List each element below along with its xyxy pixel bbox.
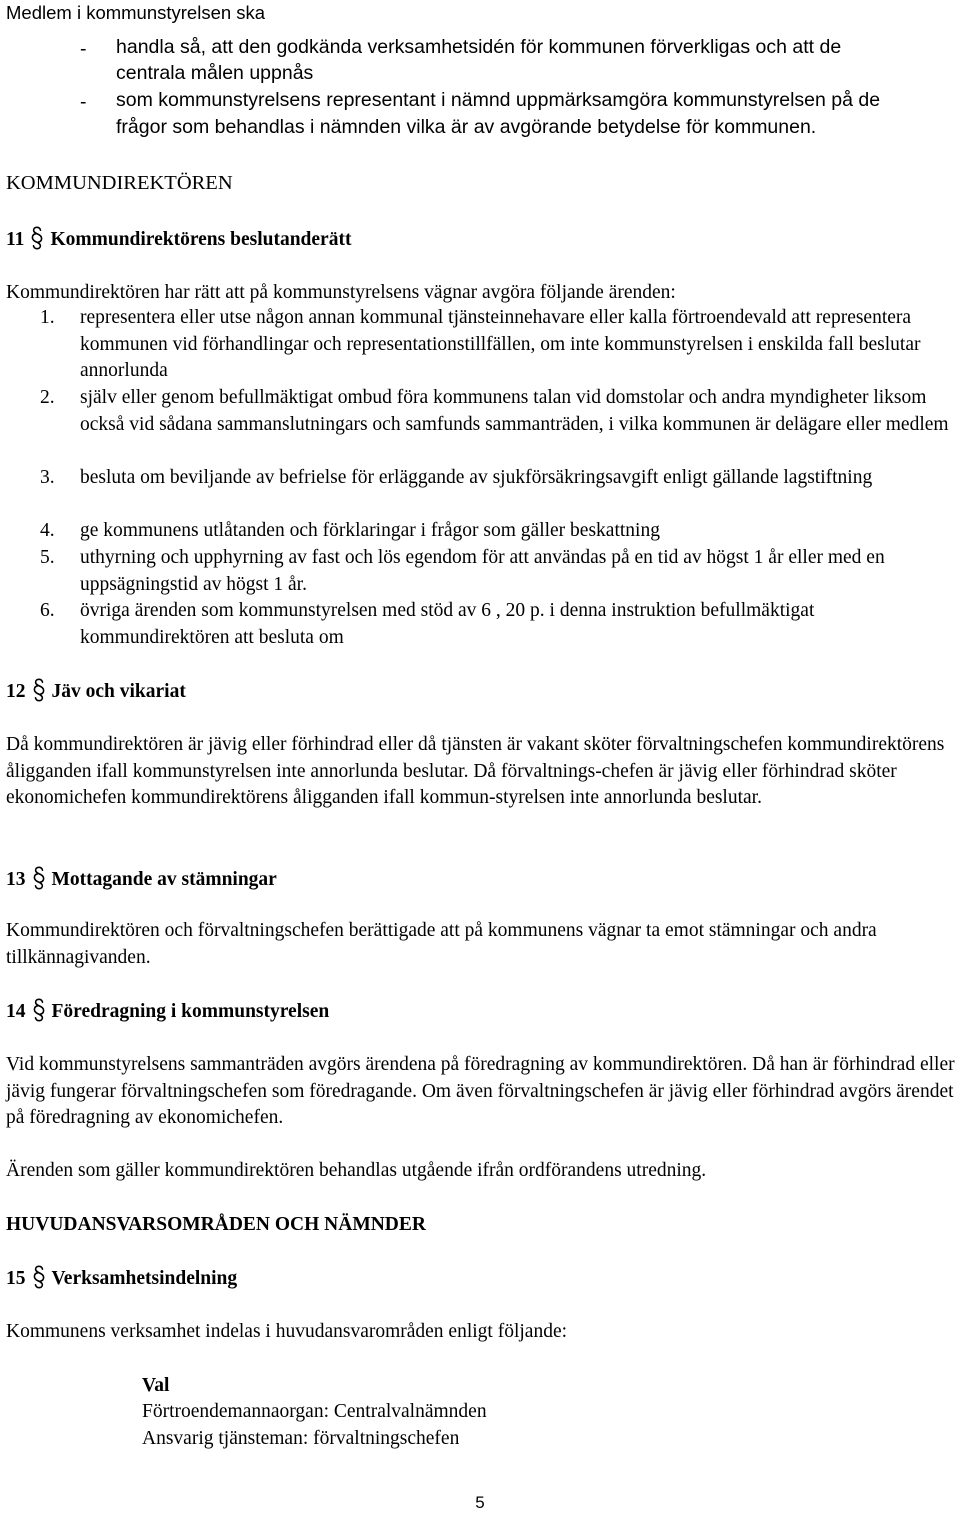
list-item-text: själv eller genom befullmäktigat ombud föra kommunens talan vid domstolar och andra myndigheter liksom också vid sådana sammanslutningars och samfunds sammanträden, i vilka kommunen är delägare eller medlem — [80, 387, 949, 435]
list-item-text: uthyrning och upphyrning av fast och lös egendom för att användas på en tid av högst 1 år eller med en uppsägningstid av högst 1 år. — [80, 547, 885, 595]
list-item-text: ge kommunens utlåtanden och förklaringar i frågor som gäller beskattning — [80, 520, 660, 541]
list-number: 1. — [40, 307, 55, 328]
section-title: Föredragning i kommunstyrelsen — [51, 1001, 330, 1022]
list-item-text: representera eller utse någon annan kommunal tjänsteinnehavare eller kalla förtroendevald att representera kommunen vid förhandlingar och representationstillfällen, om inte kommunstyrelsen i enskilda fall beslutar annorlunda — [80, 307, 921, 381]
section-15-heading — [6, 1265, 237, 1292]
list-item-text: övriga ärenden som kommunstyrelsen med stöd av 6 , 20 p. i denna instruktion befullmäktigat kommundirektören att besluta om — [80, 600, 815, 648]
list-number: 5. — [40, 547, 55, 568]
section-heading-huvudansvarsomraden: HUVUDANSVARSOMRÅDEN OCH NÄMNDER — [6, 1214, 426, 1235]
section-title: Jäv och vikariat — [51, 681, 186, 702]
val-title: Val — [142, 1375, 170, 1396]
section-number: 11 — [6, 229, 25, 250]
section-14-text-2: Ärenden som gäller kommundirektören behandlas utgående ifrån ordförandens utredning. — [6, 1160, 707, 1181]
val-organ: Förtroendemannaorgan: Centralvalnämnden — [142, 1401, 487, 1422]
section-number: 13 — [6, 869, 26, 890]
section-15-intro: Kommunens verksamhet indelas i huvudansvarområden enligt följande: — [6, 1321, 568, 1342]
intro-item-line: frågor som behandlas i nämnden vilka är av avgörande betydelse för kommunen. — [116, 116, 817, 138]
section-11-intro: Kommundirektören har rätt att på kommunstyrelsens vägnar avgöra följande ärenden: — [6, 282, 676, 303]
bullet-dash: - — [80, 38, 87, 60]
section-heading-kommundirektoren: KOMMUNDIREKTÖREN — [6, 172, 233, 194]
section-sign-icon — [32, 678, 46, 702]
section-sign-icon — [32, 866, 46, 890]
section-14-heading — [6, 998, 329, 1025]
bullet-dash: - — [80, 91, 87, 113]
section-14-text: Vid kommunstyrelsens sammanträden avgörs ärendena på föredragning av kommundirektören. Då han är förhindrad eller jävig fungerar förvaltningschefen som föredragande. Om även förvaltningschefen är jävig eller förhindrad avgörs ärendet på föredragning av ekonomichefen. — [6, 1054, 955, 1128]
section-title: Verksamhetsindelning — [51, 1268, 238, 1289]
section-number: 14 — [6, 1001, 26, 1022]
list-number: 3. — [40, 467, 55, 488]
section-sign-icon — [30, 226, 44, 250]
section-title: Kommundirektörens beslutanderätt — [50, 229, 352, 250]
val-ansvarig: Ansvarig tjänsteman: förvaltningschefen — [142, 1428, 460, 1449]
intro-item-line: som kommunstyrelsens representant i nämnd uppmärksamgöra kommunstyrelsen på de — [116, 89, 881, 111]
section-sign-icon — [32, 1265, 46, 1289]
list-number: 6. — [40, 600, 55, 621]
page-number: 5 — [475, 1493, 485, 1512]
intro-item-line: handla så, att den godkända verksamhetsidén för kommunen förverkligas och att de — [116, 36, 842, 58]
list-number: 2. — [40, 387, 55, 408]
section-12-heading — [6, 678, 186, 705]
section-13-heading — [6, 866, 277, 893]
section-13-text: Kommundirektören och förvaltningschefen berättigade att på kommunens vägnar ta emot stämningar och andra tillkännagivanden. — [6, 920, 877, 968]
intro-item-line: centrala målen uppnås — [116, 62, 314, 84]
section-number: 15 — [6, 1268, 26, 1289]
section-number: 12 — [6, 681, 26, 702]
section-title: Mottagande av stämningar — [51, 869, 277, 890]
list-item-text: besluta om beviljande av befrielse för erläggande av sjukförsäkringsavgift enligt gällande lagstiftning — [80, 467, 873, 488]
list-number: 4. — [40, 520, 55, 541]
intro-heading: Medlem i kommunstyrelsen ska — [6, 2, 266, 23]
section-sign-icon — [32, 998, 46, 1022]
section-12-text: Då kommundirektören är jävig eller förhindrad eller då tjänsten är vakant sköter förvaltningschefen kommundirektörens åligganden ifall kommunstyrelsen inte annorlunda beslutar. Då förvaltnings-chefen är jävig eller förhindrad sköter ekonomichefen kommundirektörens åligganden ifall kommun-styrelsen inte annorlunda beslutar. — [6, 734, 945, 808]
section-11-heading — [6, 226, 351, 253]
